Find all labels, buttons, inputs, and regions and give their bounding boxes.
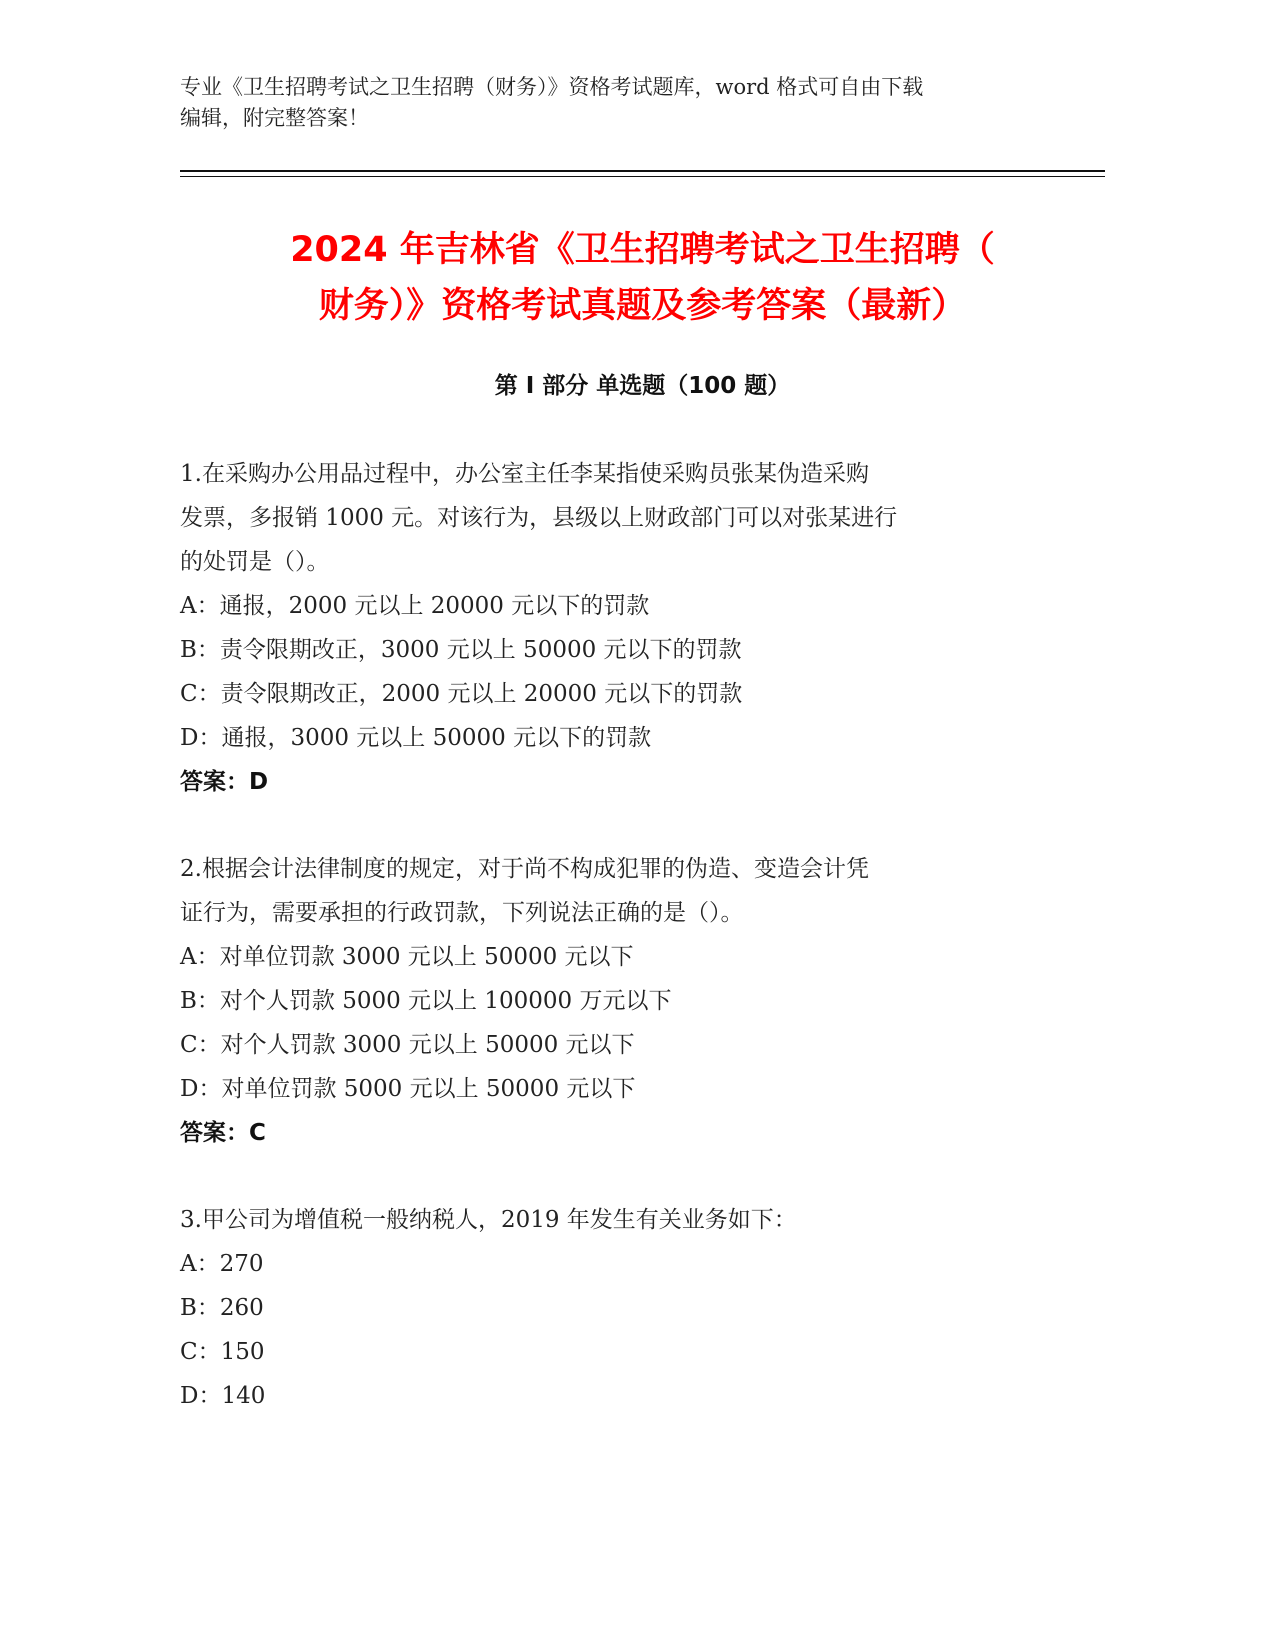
option-c: C：150 — [180, 1339, 265, 1365]
question-stem-line: 1.在采购办公用品过程中，办公室主任李某指使采购员张某伪造采购 — [180, 461, 869, 487]
question-3 — [180, 1198, 1080, 1418]
question-stem-line: 2.根据会计法律制度的规定，对于尚不构成犯罪的伪造、变造会计凭 — [180, 856, 869, 882]
document-title-line-2: 财务）》资格考试真题及参考答案（最新） — [318, 286, 967, 326]
question-2 — [180, 847, 1080, 1155]
option-d: D：通报，3000 元以上 50000 元以下的罚款 — [180, 725, 652, 751]
question-stem-line: 3.甲公司为增值税一般纳税人，2019 年发生有关业务如下： — [180, 1207, 797, 1233]
header-rule-thick — [180, 170, 1105, 172]
option-d: D：对单位罚款 5000 元以上 50000 元以下 — [180, 1076, 636, 1102]
question-stem — [180, 1198, 1080, 1242]
option-b: B：责令限期改正，3000 元以上 50000 元以下的罚款 — [180, 637, 742, 663]
option-a: A：通报，2000 元以上 20000 元以下的罚款 — [180, 593, 650, 619]
option-b: B：260 — [180, 1295, 264, 1321]
header-note-line-1: 专业《卫生招聘考试之卫生招聘（财务）》资格考试题库，word 格式可自由下载 — [180, 75, 924, 99]
answer: 答案：C — [180, 1120, 266, 1146]
question-stem — [180, 452, 1080, 584]
option-a: A：对单位罚款 3000 元以上 50000 元以下 — [180, 944, 634, 970]
option-d: D：140 — [180, 1383, 266, 1409]
option-c: C：责令限期改正，2000 元以上 20000 元以下的罚款 — [180, 681, 743, 707]
document-title — [180, 222, 1105, 334]
option-c: C：对个人罚款 3000 元以上 50000 元以下 — [180, 1032, 635, 1058]
question-1 — [180, 452, 1080, 804]
question-stem-line: 发票，多报销 1000 元。对该行为，县级以上财政部门可以对张某进行 — [180, 505, 898, 531]
answer: 答案：D — [180, 769, 269, 795]
section-heading: 第 I 部分 单选题（100 题） — [494, 373, 791, 399]
header-rule-thin — [180, 176, 1105, 177]
question-list — [180, 452, 1080, 1461]
option-b: B：对个人罚款 5000 元以上 100000 万元以下 — [180, 988, 672, 1014]
option-a: A：270 — [180, 1251, 264, 1277]
header-note-line-2: 编辑，附完整答案！ — [180, 106, 369, 130]
document-title-line-1: 2024 年吉林省《卫生招聘考试之卫生招聘（ — [290, 230, 995, 270]
question-stem-line: 的处罚是（）。 — [180, 549, 330, 575]
question-stem-line: 证行为，需要承担的行政罚款，下列说法正确的是（）。 — [180, 900, 744, 926]
header-note — [180, 72, 1080, 134]
question-stem — [180, 847, 1080, 935]
